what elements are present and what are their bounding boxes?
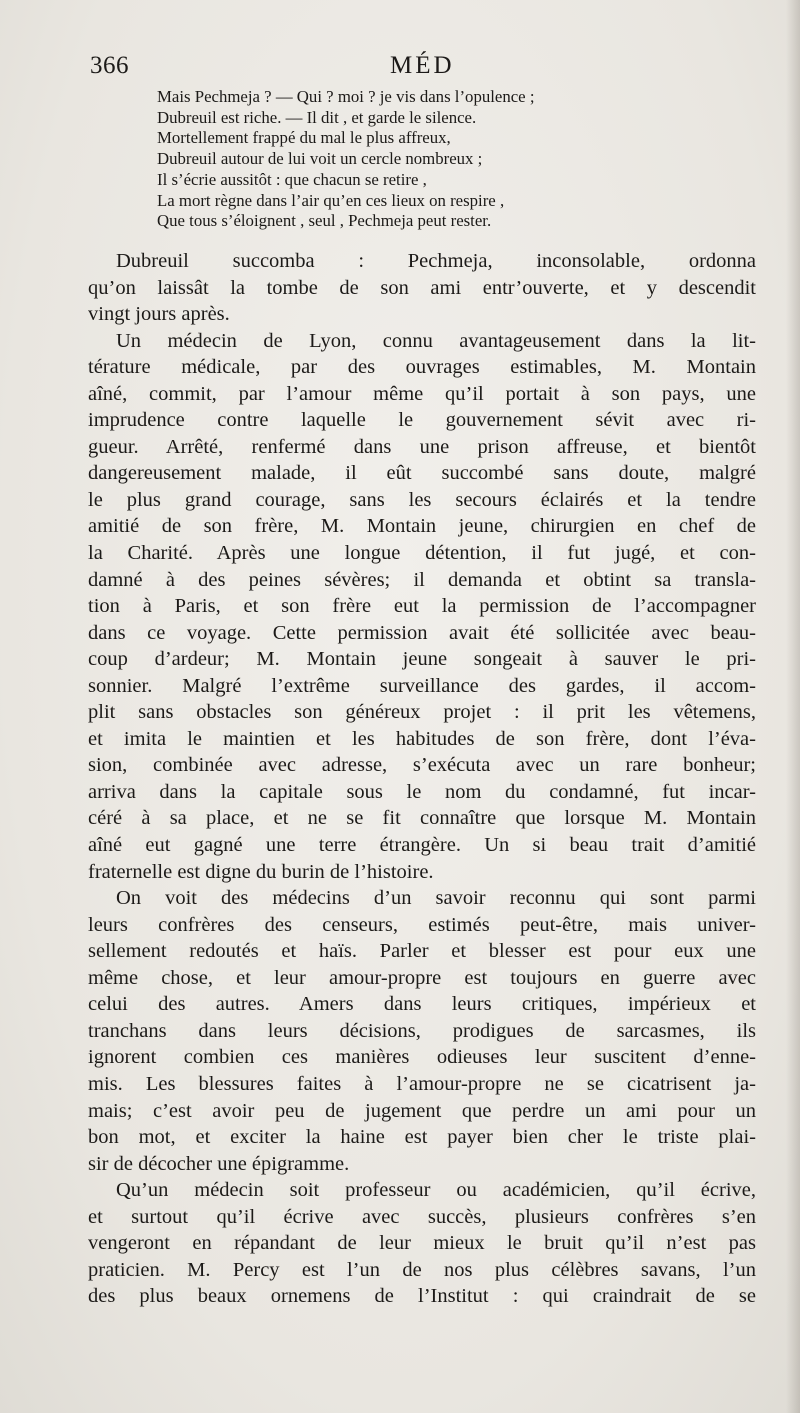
text-line: la Charité. Après une longue détention, il fut jugé, et con- bbox=[88, 542, 756, 565]
text-line: dangereusement malade, il eût succombé sans doute, malgré bbox=[88, 462, 756, 485]
page-number: 366 bbox=[90, 52, 129, 79]
verse-line: Dubreuil est riche. — Il dit , et garde le silence. bbox=[157, 107, 477, 127]
text-line: sir de décocher une épigramme. bbox=[88, 1152, 350, 1175]
verse-quotation bbox=[157, 87, 657, 232]
text-line: céré à sa place, et ne se fit connaître que lorsque M. Montain bbox=[88, 807, 756, 830]
text-line: tranchans dans leurs décisions, prodigues de sarcasmes, ils bbox=[88, 1019, 756, 1042]
text-line: sellement redoutés et haïs. Parler et blesser est pour eux une bbox=[88, 940, 756, 963]
text-line: vingt jours après. bbox=[88, 303, 230, 326]
paragraph-percy bbox=[88, 1177, 756, 1310]
text-line: térature médicale, par des ouvrages estimables, M. Montain bbox=[88, 356, 756, 379]
text-line: Dubreuil succomba : Pechmeja, inconsolable, ordonna bbox=[116, 250, 756, 272]
text-line: mis. Les blessures faites à l’amour-propre ne se cicatrisent ja- bbox=[88, 1072, 756, 1095]
verse-line: La mort règne dans l’air qu’en ces lieux on respire , bbox=[157, 190, 505, 210]
text-line: arriva dans la capitale sous le nom du condamné, fut incar- bbox=[88, 780, 756, 803]
verse-line: Mortellement frappé du mal le plus affreux, bbox=[157, 128, 451, 148]
paragraph-censeurs bbox=[88, 885, 756, 1177]
text-line: et imita le maintien et les habitudes de son frère, dont l’éva- bbox=[88, 727, 756, 750]
text-line: celui des autres. Amers dans leurs critiques, impérieux et bbox=[88, 993, 756, 1016]
page-edge-shadow bbox=[786, 0, 800, 1413]
text-line: aîné eut gagné une terre étrangère. Un si beau trait d’amitié bbox=[88, 834, 756, 857]
text-line: ignorent combien ces manières odieuses leur suscitent d’enne- bbox=[88, 1046, 756, 1069]
text-line: fraternelle est digne du burin de l’histoire. bbox=[88, 860, 434, 883]
text-line: On voit des médecins d’un savoir reconnu qui sont parmi bbox=[116, 887, 756, 910]
text-line: dans ce voyage. Cette permission avait été sollicitée avec beau- bbox=[88, 621, 756, 644]
text-line: sion, combinée avec adresse, s’exécuta avec un rare bonheur; bbox=[88, 754, 756, 777]
verse-line: Il s’écrie aussitôt : que chacun se retire , bbox=[157, 169, 427, 189]
text-line: gueur. Arrêté, renfermé dans une prison affreuse, et bientôt bbox=[88, 435, 756, 458]
text-line: damné à des peines sévères; il demanda et obtint sa transla- bbox=[88, 568, 756, 591]
text-line: sonnier. Malgré l’extrême surveillance des gardes, il accom- bbox=[88, 674, 756, 697]
text-line: coup d’ardeur; M. Montain jeune songeait à sauver le pri- bbox=[88, 648, 756, 671]
text-line: amitié de son frère, M. Montain jeune, chirurgien en chef de bbox=[88, 515, 756, 538]
text-line: le plus grand courage, sans les secours éclairés et la tendre bbox=[88, 488, 756, 511]
verse-line: Que tous s’éloignent , seul , Pechmeja peut rester. bbox=[157, 211, 492, 231]
text-line: vengeront en répandant de leur mieux le bruit qu’il n’est pas bbox=[88, 1232, 756, 1255]
text-line: praticien. M. Percy est l’un de nos plus célèbres savans, l’un bbox=[88, 1258, 756, 1281]
page-header bbox=[90, 52, 758, 88]
body-text bbox=[88, 248, 756, 1310]
text-line: leurs confrères des censeurs, estimés peut-être, mais univer- bbox=[88, 913, 756, 936]
paragraph-montain bbox=[88, 328, 756, 885]
verse-line: Dubreuil autour de lui voit un cercle nombreux ; bbox=[157, 149, 483, 169]
text-line: tion à Paris, et son frère eut la permission de l’accompagner bbox=[88, 595, 756, 618]
text-line: bon mot, et exciter la haine est payer bien cher le triste plai- bbox=[88, 1126, 756, 1149]
text-line: mais; c’est avoir peu de jugement que perdre un ami pour un bbox=[88, 1099, 756, 1122]
text-line: Un médecin de Lyon, connu avantageusement dans la lit- bbox=[116, 329, 756, 352]
text-line: et surtout qu’il écrive avec succès, plusieurs confrères s’en bbox=[88, 1205, 756, 1228]
text-line: aîné, commit, par l’amour même qu’il portait à son pays, une bbox=[88, 382, 756, 405]
paragraph-dubreuil bbox=[88, 248, 756, 328]
text-line: Qu’un médecin soit professeur ou académicien, qu’il écrive, bbox=[116, 1179, 756, 1202]
text-line: même chose, et leur amour-propre est toujours en guerre avec bbox=[88, 966, 756, 989]
text-line: qu’on laissât la tombe de son ami entr’ouverte, et y descendit bbox=[88, 276, 756, 299]
text-line: des plus beaux ornemens de l’Institut : qui craindrait de se bbox=[88, 1285, 756, 1308]
verse-line: Mais Pechmeja ? — Qui ? moi ? je vis dans l’opulence ; bbox=[157, 87, 535, 106]
text-line: plit sans obstacles son généreux projet : il prit les vêtemens, bbox=[88, 701, 756, 724]
running-head: MÉD bbox=[390, 52, 455, 79]
text-line: imprudence contre laquelle le gouvernement sévit avec ri- bbox=[88, 409, 756, 432]
